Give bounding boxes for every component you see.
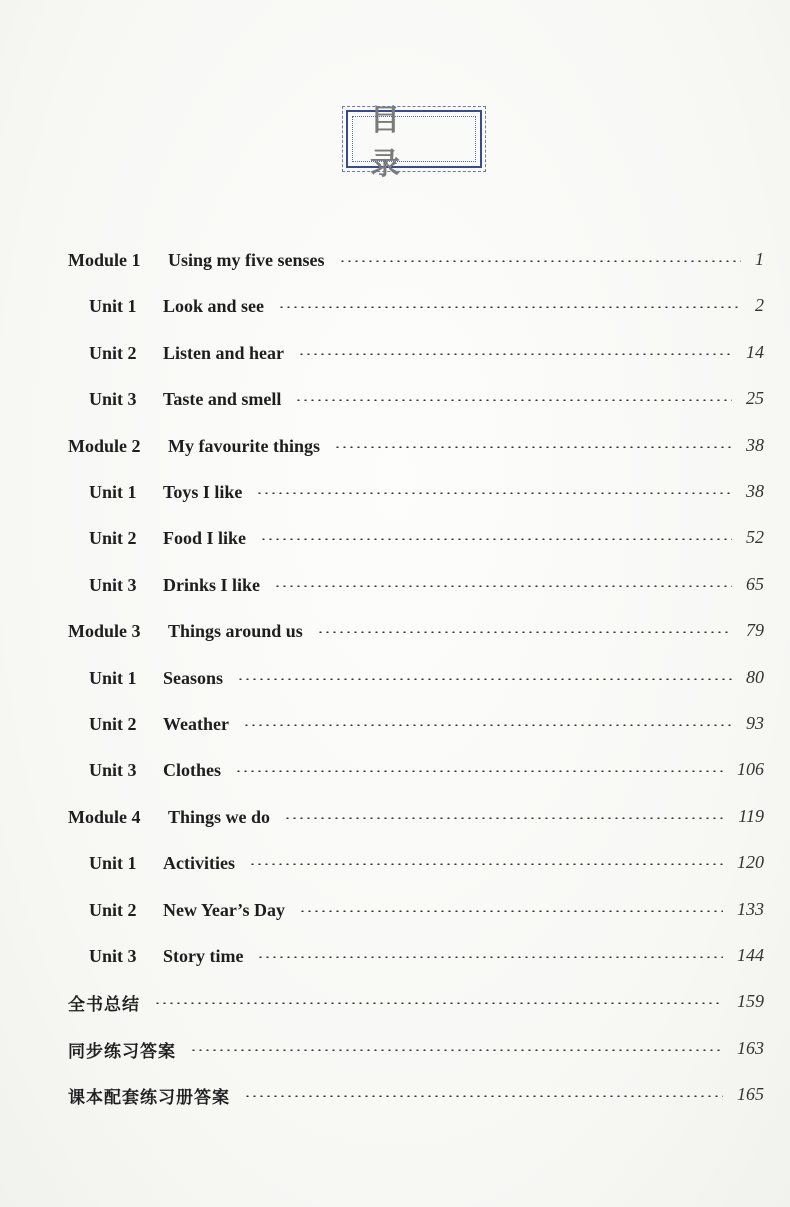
dot-leader <box>256 492 732 494</box>
toc-entry-title: Taste and smell <box>163 388 282 409</box>
toc-entry-title: Seasons <box>163 667 224 688</box>
toc-entry[interactable] <box>0 340 790 366</box>
toc-entry-page: 93 <box>746 713 764 733</box>
toc-entry-label: Unit 3 <box>89 945 137 966</box>
toc-entry-page: 1 <box>755 249 764 269</box>
toc-entry-title: Toys I like <box>163 481 243 502</box>
toc-entry[interactable] <box>0 757 790 783</box>
toc-entry-page: 165 <box>737 1084 764 1104</box>
toc-entry-label: Unit 1 <box>89 667 137 688</box>
toc-entry-title: 课本配套练习册答案 <box>68 1087 230 1108</box>
toc-entry[interactable] <box>0 850 790 876</box>
toc-entry-title: Activities <box>163 852 235 873</box>
toc-entry-page: 106 <box>737 759 764 779</box>
toc-entry[interactable] <box>0 711 790 737</box>
toc-entry-label: Unit 2 <box>89 899 137 920</box>
toc-title: 目 录 <box>370 103 486 182</box>
toc-entry-label: Unit 1 <box>89 295 137 316</box>
toc-entry[interactable] <box>0 433 790 459</box>
toc-entry[interactable] <box>0 479 790 505</box>
dot-leader <box>235 770 723 772</box>
toc-entry-label: Unit 3 <box>89 759 137 780</box>
dot-leader <box>317 631 732 633</box>
toc-entry[interactable] <box>0 247 790 273</box>
toc-entry[interactable] <box>0 1036 790 1062</box>
toc-entry[interactable] <box>0 665 790 691</box>
toc-entry-label: Module 4 <box>68 806 141 827</box>
toc-entry-title: Using my five senses <box>168 249 325 270</box>
toc-entry[interactable] <box>0 943 790 969</box>
toc-entry-title: Things around us <box>168 620 303 641</box>
toc-entry-title: Clothes <box>163 759 221 780</box>
toc-entry-title: Things we do <box>168 806 271 827</box>
toc-entry-title: Food I like <box>163 527 247 548</box>
toc-entry-label: Module 2 <box>68 435 141 456</box>
toc-entry-page: 120 <box>737 852 764 872</box>
dot-leader <box>295 399 732 401</box>
toc-entry-page: 79 <box>746 620 764 640</box>
toc-entry[interactable] <box>0 386 790 412</box>
toc-entry-page: 159 <box>737 991 764 1011</box>
toc-entry-page: 80 <box>746 667 764 687</box>
toc-entry[interactable] <box>0 572 790 598</box>
dot-leader <box>260 538 732 540</box>
toc-entry-title: 全书总结 <box>68 994 140 1015</box>
toc-entry-page: 38 <box>746 435 764 455</box>
dot-leader <box>244 1095 723 1097</box>
toc-entry[interactable] <box>0 897 790 923</box>
dot-leader <box>334 446 732 448</box>
dot-leader <box>274 585 732 587</box>
toc-entry-page: 65 <box>746 574 764 594</box>
toc-entry-title: My favourite things <box>168 435 320 456</box>
dot-leader <box>190 1049 723 1051</box>
toc-entry[interactable] <box>0 293 790 319</box>
toc-entry-label: Unit 1 <box>89 481 137 502</box>
toc-entry-page: 14 <box>746 342 764 362</box>
dot-leader <box>339 260 742 262</box>
toc-entry-label: Module 1 <box>68 249 141 270</box>
toc-entry-title: Weather <box>163 713 229 734</box>
dot-leader <box>299 910 723 912</box>
toc-entry-page: 163 <box>737 1038 764 1058</box>
toc-entry-page: 133 <box>737 899 764 919</box>
toc-title-box <box>346 103 486 182</box>
dot-leader <box>154 1002 723 1004</box>
toc-entry-title: 同步练习答案 <box>68 1041 176 1062</box>
toc-entry[interactable] <box>0 989 790 1015</box>
toc-entry-page: 2 <box>755 295 764 315</box>
toc-entry[interactable] <box>0 618 790 644</box>
toc-entry-title: Story time <box>163 945 244 966</box>
toc-entry-title: New Year’s Day <box>163 899 285 920</box>
toc-entry-page: 144 <box>737 945 764 965</box>
toc-entry-label: Unit 2 <box>89 342 137 363</box>
toc-entry-label: Unit 3 <box>89 388 137 409</box>
toc-entry-label: Unit 2 <box>89 527 137 548</box>
toc-entry-page: 119 <box>738 806 764 826</box>
dot-leader <box>298 353 732 355</box>
toc-entry-title: Look and see <box>163 295 265 316</box>
toc-entry[interactable] <box>0 525 790 551</box>
toc-entry-label: Module 3 <box>68 620 141 641</box>
dot-leader <box>243 724 732 726</box>
dot-leader <box>284 817 723 819</box>
dot-leader <box>237 678 732 680</box>
toc-entry-label: Unit 1 <box>89 852 137 873</box>
toc-entry-title: Listen and hear <box>163 342 285 363</box>
toc-entry-label: Unit 3 <box>89 574 137 595</box>
toc-entry[interactable] <box>0 1082 790 1108</box>
dot-leader <box>278 306 741 308</box>
toc-entry-page: 25 <box>746 388 764 408</box>
dot-leader <box>257 956 723 958</box>
toc-entry-page: 52 <box>746 527 764 547</box>
dot-leader <box>249 863 723 865</box>
toc-entry-title: Drinks I like <box>163 574 261 595</box>
toc-entry-label: Unit 2 <box>89 713 137 734</box>
toc-entry-page: 38 <box>746 481 764 501</box>
toc-entry[interactable] <box>0 804 790 830</box>
